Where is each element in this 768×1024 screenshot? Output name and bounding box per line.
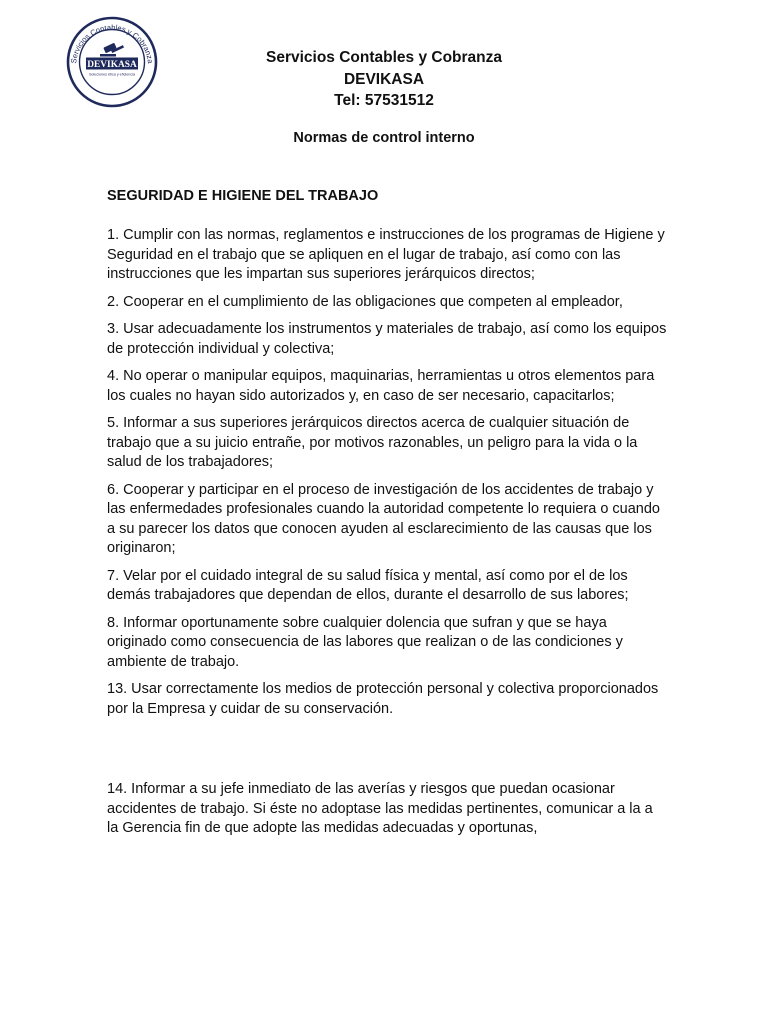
- company-name: Servicios Contables y Cobranza: [265, 49, 503, 66]
- rules-list: [107, 218, 667, 839]
- rule-item: 4. No operar o manipular equipos, maquinarias, herramientas u otros elementos para los cuales no hayan sido autorizados y, en caso de ser necesario, capacitarlos;: [107, 368, 655, 404]
- rule-item: 13. Usar correctamente los medios de protección personal y colectiva proporcionados por la Empresa y cuidar de su conservación.: [107, 681, 659, 717]
- document-subtitle: Normas de control interno: [293, 130, 475, 146]
- rule-item: 14. Informar a su jefe inmediato de las averías y riesgos que puedan ocasionar accidentes de trabajo. Si éste no adoptase las medidas pertinentes, comunicar a la a la Gerencia fin de que adopte las medidas adecuadas y oportunas,: [107, 781, 653, 836]
- rule-item: 8. Informar oportunamente sobre cualquier dolencia que sufran y que se haya originado como consecuencia de las labores que realizan o de las condiciones y ambiente de trabajo.: [107, 614, 623, 670]
- logo-ring-text: Servicios Contables y Cobranza: [69, 22, 155, 64]
- rule-item: 7. Velar por el cuidado integral de su salud física y mental, así como por el de los demás trabajadores que dependan de ellos, durante el desarrollo de sus labores;: [107, 567, 629, 603]
- rule-item: 2. Cooperar en el cumplimiento de las obligaciones que competen al empleador,: [107, 293, 623, 310]
- company-phone: Tel: 57531512: [334, 92, 434, 109]
- devikasa-logo: [66, 16, 158, 108]
- company-brand: DEVIKASA: [343, 70, 425, 88]
- rule-item: 1. Cumplir con las normas, reglamentos e instrucciones de los programas de Higiene y Seguridad en el trabajo que se apliquen en el lugar de trabajo, así como con las instrucciones que les impartan sus superiores jerárquicos directos;: [107, 227, 665, 282]
- section-heading: SEGURIDAD E HIGIENE DEL TRABAJO: [107, 188, 379, 204]
- rule-item: 3. Usar adecuadamente los instrumentos y materiales de trabajo, así como los equipos de protección individual y colectiva;: [107, 321, 667, 357]
- rule-item: 5. Informar a sus superiores jerárquicos directos acerca de cualquier situación de trabajo que a su juicio entrañe, por motivos razonables, un peligro para la vida o la salud de los trabajadores;: [107, 415, 638, 470]
- logo-tagline-text: Soluciones ética y eficiencia: [88, 72, 136, 77]
- rule-item: 6. Cooperar y participar en el proceso de investigación de los accidentes de trabajo y las enfermedades profesionales cuando la autoridad competente lo requiera o cuando a su parecer los datos que conocen ayuden al esclarecimiento de las causas que los originaron;: [107, 481, 660, 556]
- letterhead: [160, 47, 608, 112]
- logo-brand-text: DEVIKASA: [87, 60, 137, 70]
